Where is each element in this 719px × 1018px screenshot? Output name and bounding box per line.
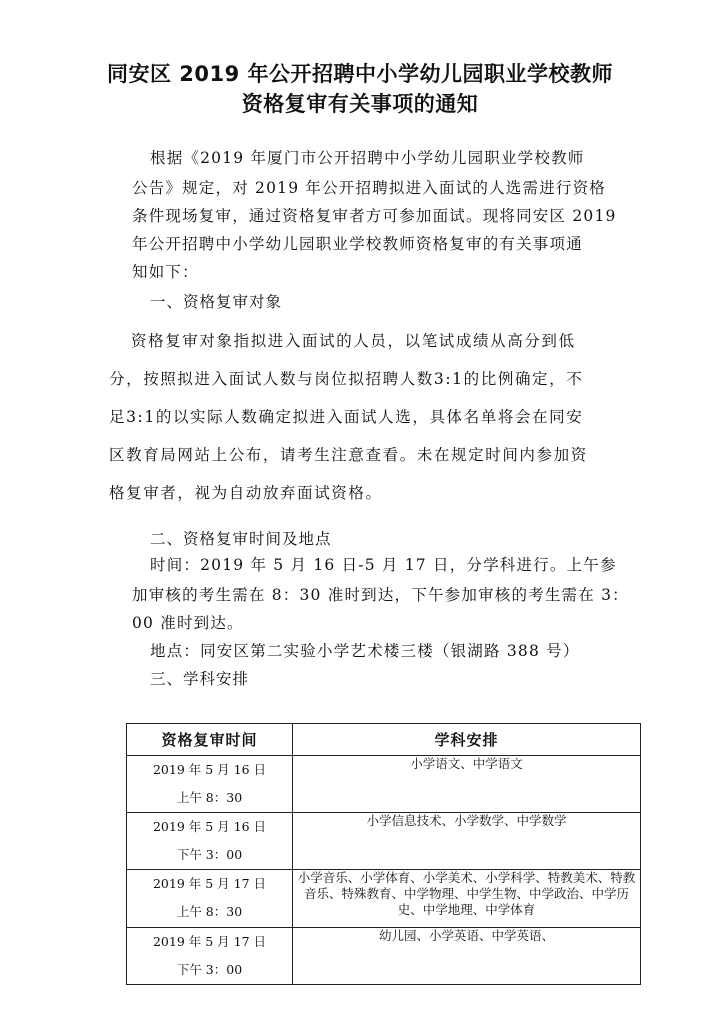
section2-time-line: 加审核的考生需在 8：30 准时到达，下午参加审核的考生需在 3： [132,586,629,604]
intro-line: 根据《2019 年厦门市公开招聘中小学幼儿园职业学校教师 [150,149,585,167]
schedule-table [126,723,641,985]
review-date: 2019 年 5 月 17 日 [152,876,267,891]
section1-line: 分，按照拟进入面试人数与岗位拟招聘人数3:1的比例确定，不 [109,370,584,388]
section2-place: 地点：同安区第二实验小学艺术楼三楼（银湖路 388 号） [150,642,580,660]
review-date: 2019 年 5 月 16 日 [152,762,267,777]
section1-line [109,443,588,465]
intro-line: 公告》规定，对 2019 年公开招聘拟进入面试的人选需进行资格 [132,179,607,197]
table-row [127,870,641,928]
document-title-line2: 资格复审有关事项的通知 [241,92,479,116]
time-cell [127,756,293,813]
column-header-time: 资格复审时间 [127,724,293,756]
section2-time-line: 00 准时到达。 [132,614,244,632]
column-header-subjects: 学科安排 [293,724,641,756]
review-period: 上午 8：30 [176,904,243,919]
review-period: 下午 3：00 [176,847,243,862]
table-header-row [127,724,641,756]
section1-emphasis: 未在规定时间内参加资 [416,446,588,464]
review-date: 2019 年 5 月 17 日 [152,934,267,949]
section1-line4-plain: 区教育局网站上公布，请考生注意查看。 [109,446,417,464]
section1-line: 资格复审对象指拟进入面试的人员，以笔试成绩从高分到低 [131,332,576,350]
intro-line: 知如下： [132,263,199,281]
table-row [127,928,641,985]
section1-emphasis-line: 格复审者，视为自动放弃面试资格。 [109,484,383,502]
subjects-cell: 小学音乐、小学体育、小学美术、小学科学、特教美术、特教音乐、特殊教育、中学物理、中学生物、中学政治、中学历史、中学地理、中学体育 [293,870,641,928]
section-heading-1: 一、资格复审对象 [150,293,283,311]
review-period: 上午 8：30 [176,790,243,805]
section-heading-3: 三、学科安排 [150,670,250,688]
review-date: 2019 年 5 月 16 日 [152,819,267,834]
subjects-cell: 小学信息技术、小学数学、中学数学 [293,813,641,870]
subjects-cell: 幼儿园、小学英语、中学英语、 [293,928,641,985]
subjects-cell: 小学语文、中学语文 [293,756,641,813]
intro-line: 年公开招聘中小学幼儿园职业学校教师资格复审的有关事项通 [132,235,583,253]
intro-line: 条件现场复审，通过资格复审者方可参加面试。现将同安区 2019 [132,207,617,225]
table-row [127,756,641,813]
section2-time-line: 时间：2019 年 5 月 16 日-5 月 17 日，分学科进行。上午参 [150,556,617,574]
review-period: 下午 3：00 [176,962,243,977]
document-title-line1: 同安区 2019 年公开招聘中小学幼儿园职业学校教师 [106,62,614,86]
time-cell [127,813,293,870]
time-cell [127,928,293,985]
table-row [127,813,641,870]
section1-line: 足3:1的以实际人数确定拟进入面试人选，具体名单将会在同安 [109,408,584,426]
section-heading-2: 二、资格复审时间及地点 [150,530,332,548]
time-cell [127,870,293,928]
